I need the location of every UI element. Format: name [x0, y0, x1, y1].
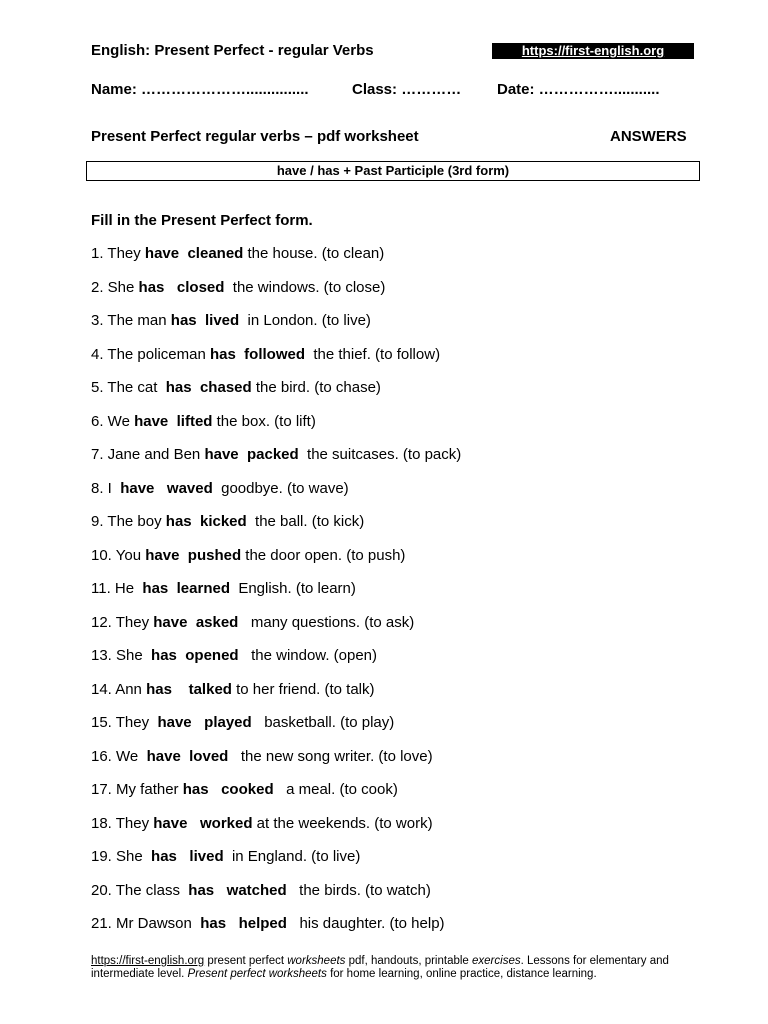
exercise-rest: in England. (to live) — [223, 848, 361, 865]
exercise-rest: at the weekends. (to work) — [252, 814, 433, 832]
exercise-item — [91, 539, 461, 573]
exercise-rest: the new song writer. (to love) — [228, 747, 433, 765]
exercise-item — [91, 874, 461, 908]
answer-participle: watched — [226, 881, 287, 899]
answer-auxiliary: has — [182, 781, 209, 798]
exercise-rest: the suitcases. (to pack) — [298, 446, 462, 463]
answer-spacer — [192, 379, 200, 396]
answer-auxiliary: has — [165, 513, 192, 530]
answer-spacer — [181, 748, 189, 765]
footer-text: for home learning, online practice, distance learning. — [326, 968, 597, 980]
exercise-prompt: 4. The policeman — [91, 345, 210, 363]
answer-spacer — [177, 848, 190, 865]
exercise-rest: English. (to learn) — [229, 580, 356, 597]
exercise-prompt: 5. The cat — [91, 379, 166, 396]
answer-spacer — [168, 413, 176, 430]
answer-participle: helped — [238, 915, 287, 932]
exercise-item — [91, 606, 461, 640]
exercise-prompt: 9. The boy — [91, 513, 166, 530]
name-field-label: Name: …………………............... — [91, 81, 309, 98]
exercise-rest: to her friend. (to talk) — [231, 680, 375, 698]
answer-spacer — [187, 815, 200, 832]
exercise-item — [91, 237, 461, 271]
exercise-item — [91, 438, 461, 472]
answer-participle: packed — [246, 446, 299, 463]
exercise-prompt: 19. She — [91, 848, 152, 865]
answer-spacer — [172, 681, 189, 698]
answer-spacer — [236, 346, 244, 363]
answer-spacer — [214, 882, 227, 899]
exercise-item — [91, 371, 461, 405]
exercise-prompt: 6. We — [91, 412, 135, 430]
answer-participle: closed — [176, 278, 225, 296]
answer-participle: cooked — [221, 781, 274, 798]
answer-auxiliary: has — [188, 881, 215, 899]
exercise-rest: the thief. (to follow) — [305, 345, 441, 363]
answer-auxiliary: has — [151, 647, 177, 664]
exercise-item — [91, 706, 461, 740]
answer-spacer — [192, 513, 200, 530]
exercise-item — [91, 907, 461, 941]
exercise-prompt: 3. The man — [91, 312, 171, 329]
answer-participle: waved — [166, 479, 213, 497]
answer-auxiliary: has — [200, 915, 227, 932]
exercise-item — [91, 271, 461, 305]
answer-participle: chased — [199, 379, 252, 396]
footer-text: . Lessons for elementary and intermediate level. — [91, 955, 669, 980]
answer-spacer — [164, 279, 177, 296]
footer-text: present perfect — [204, 955, 288, 967]
exercise-item — [91, 405, 461, 439]
exercise-rest: the windows. (to close) — [224, 278, 386, 296]
exercise-prompt: 17. My father — [91, 781, 183, 798]
exercise-prompt: 10. You — [91, 546, 146, 564]
answer-participle: lived — [189, 848, 224, 865]
section-title: Present Perfect regular verbs – pdf worksheet — [91, 128, 419, 145]
exercise-prompt: 1. They — [91, 245, 145, 262]
answer-auxiliary: have — [145, 546, 180, 564]
site-link[interactable]: https://first-english.org — [492, 43, 694, 59]
exercise-rest: the birds. (to watch) — [286, 881, 431, 899]
exercise-prompt: 21. Mr Dawson — [91, 915, 201, 932]
class-field-label: Class: ………… — [352, 81, 462, 98]
footer-text: worksheets — [287, 955, 346, 967]
exercise-item — [91, 773, 461, 807]
exercise-prompt: 13. She — [91, 647, 152, 664]
answer-auxiliary: have — [146, 747, 181, 765]
answer-spacer — [154, 480, 167, 497]
exercise-rest: the bird. (to chase) — [251, 379, 381, 396]
answer-auxiliary: have — [134, 412, 169, 430]
exercise-item — [91, 639, 461, 673]
exercise-prompt: 7. Jane and Ben — [91, 446, 205, 463]
exercise-list — [91, 237, 461, 941]
answer-spacer — [192, 714, 205, 731]
answer-auxiliary: have — [120, 479, 155, 497]
exercise-rest: a meal. (to cook) — [273, 781, 398, 798]
answer-auxiliary: have — [204, 446, 239, 463]
answer-participle: loved — [189, 747, 229, 765]
footer-link[interactable]: https://first-english.org — [91, 955, 205, 967]
answer-spacer — [168, 580, 176, 597]
exercise-rest: the ball. (to kick) — [246, 513, 365, 530]
answer-participle: asked — [195, 613, 239, 631]
exercise-rest: the window. (open) — [238, 647, 378, 664]
exercise-item — [91, 807, 461, 841]
exercise-item — [91, 572, 461, 606]
answer-auxiliary: has — [142, 580, 169, 597]
exercise-prompt: 14. Ann — [91, 680, 147, 698]
answer-spacer — [187, 614, 195, 631]
exercise-rest: his daughter. (to help) — [286, 915, 445, 932]
exercise-prompt: 15. They — [91, 714, 158, 731]
instruction-text: Fill in the Present Perfect form. — [91, 212, 313, 229]
answer-spacer — [209, 781, 222, 798]
answer-auxiliary: has — [151, 848, 177, 865]
formula-box: have / has + Past Participle (3rd form) — [86, 161, 700, 181]
answer-participle: learned — [176, 580, 230, 597]
exercise-item — [91, 673, 461, 707]
answer-participle: talked — [188, 680, 232, 698]
exercise-prompt: 18. They — [91, 814, 154, 832]
exercise-rest: many questions. (to ask) — [238, 613, 415, 631]
exercise-rest: the house. (to clean) — [243, 245, 385, 262]
answer-auxiliary: has — [209, 345, 236, 363]
answer-spacer — [197, 312, 205, 329]
answer-auxiliary: have — [153, 814, 188, 832]
exercise-item — [91, 740, 461, 774]
exercise-prompt: 12. They — [91, 613, 154, 631]
exercise-item — [91, 505, 461, 539]
exercise-item — [91, 472, 461, 506]
exercise-item — [91, 304, 461, 338]
answer-auxiliary: have — [157, 714, 192, 731]
exercise-prompt: 16. We — [91, 747, 147, 765]
answer-participle: opened — [185, 647, 239, 664]
exercise-rest: basketball. (to play) — [251, 714, 395, 731]
exercise-rest: in London. (to live) — [239, 312, 371, 329]
exercise-rest: the door open. (to push) — [241, 546, 406, 564]
footer-text: Present perfect worksheets — [187, 968, 327, 980]
footer-text: pdf, handouts, printable — [345, 955, 473, 967]
answer-auxiliary: has — [170, 312, 197, 329]
exercise-item — [91, 840, 461, 874]
exercise-prompt: 11. He — [91, 580, 143, 597]
answer-participle: followed — [244, 345, 305, 363]
answer-auxiliary: has — [138, 278, 165, 296]
exercise-prompt: 2. She — [91, 278, 139, 296]
answers-label: ANSWERS — [610, 128, 687, 145]
date-field-label: Date: ……………........... — [497, 81, 660, 98]
exercise-rest: goodbye. (to wave) — [212, 479, 349, 497]
answer-spacer — [226, 915, 239, 932]
answer-participle: cleaned — [187, 245, 244, 262]
answer-participle: lived — [204, 312, 240, 329]
answer-participle: lifted — [176, 412, 213, 430]
answer-spacer — [179, 547, 187, 564]
worksheet-title: English: Present Perfect - regular Verbs — [91, 42, 374, 59]
answer-participle: played — [204, 714, 252, 731]
answer-participle: pushed — [187, 546, 242, 564]
exercise-prompt: 20. The class — [91, 881, 189, 899]
answer-auxiliary: has — [165, 379, 192, 396]
exercise-rest: the box. (to lift) — [212, 412, 316, 430]
answer-auxiliary: has — [146, 680, 172, 698]
exercise-item — [91, 338, 461, 372]
answer-spacer — [177, 647, 185, 664]
answer-spacer — [239, 446, 247, 463]
answer-participle: kicked — [199, 513, 247, 530]
answer-auxiliary: have — [144, 245, 180, 262]
answer-auxiliary: have — [153, 613, 188, 631]
footer-text: exercises — [472, 955, 521, 967]
answer-participle: worked — [199, 814, 253, 832]
footer — [91, 955, 691, 981]
exercise-prompt: 8. I — [91, 479, 121, 497]
